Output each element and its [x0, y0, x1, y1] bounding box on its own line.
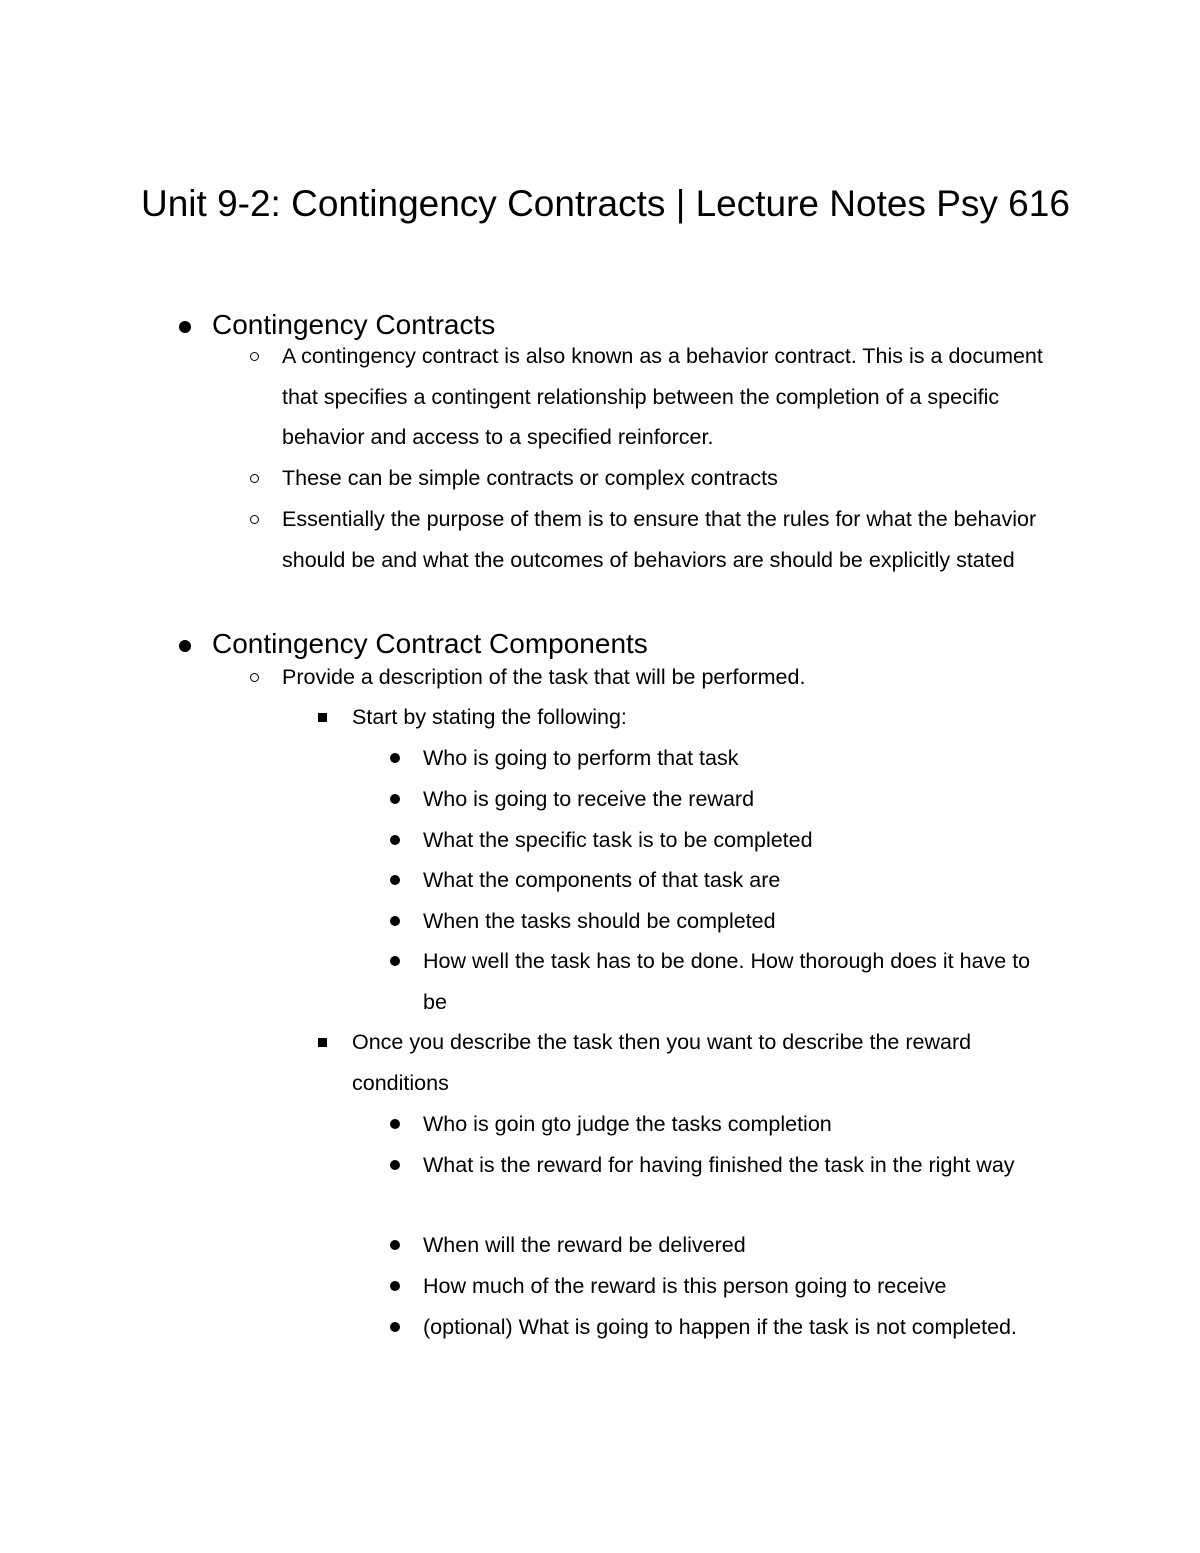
bullet-filled-icon — [179, 640, 191, 652]
point-item: How much of the reward is this person going to receive — [423, 1274, 947, 1298]
bullet-filled-icon — [390, 916, 400, 926]
bullet-hollow-icon — [250, 474, 259, 483]
bullet-filled-icon — [390, 1160, 400, 1170]
point-item: What is the reward for having finished the task in the right way — [423, 1153, 1015, 1177]
point-item: (optional) What is going to happen if the task is not completed. — [423, 1315, 1017, 1339]
bullet-hollow-icon — [250, 352, 259, 361]
bullet-hollow-icon — [250, 673, 259, 682]
point-item: Who is going to perform that task — [423, 746, 739, 770]
bullet-filled-icon — [390, 794, 400, 804]
list-item: Essentially the purpose of them is to ensure that the rules for what the behavior should be and what the outcomes of behaviors are should be explicitly stated — [282, 507, 1037, 572]
sub-list-item: Once you describe the task then you want to describe the reward conditions — [352, 1030, 972, 1095]
bullet-filled-icon — [390, 875, 400, 885]
bullet-square-icon — [318, 713, 327, 722]
list-item: These can be simple contracts or complex contracts — [282, 466, 778, 490]
sub-list-item: Start by stating the following: — [352, 705, 627, 729]
bullet-filled-icon — [390, 753, 400, 763]
page-title: Unit 9-2: Contingency Contracts | Lecture Notes Psy 616 — [141, 183, 1070, 224]
point-item: When the tasks should be completed — [423, 909, 776, 933]
point-item: Who is going to receive the reward — [423, 787, 755, 811]
bullet-filled-icon — [390, 1240, 400, 1250]
bullet-square-icon — [318, 1038, 327, 1047]
section-heading-contract-components: Contingency Contract Components — [212, 628, 648, 659]
point-item: How well the task has to be done. How thorough does it have to be — [423, 949, 1031, 1014]
bullet-filled-icon — [390, 1322, 400, 1332]
bullet-filled-icon — [179, 321, 191, 333]
point-item: What the components of that task are — [423, 868, 781, 892]
bullet-filled-icon — [390, 956, 400, 966]
bullet-filled-icon — [390, 835, 400, 845]
bullet-filled-icon — [390, 1119, 400, 1129]
list-item: Provide a description of the task that will be performed. — [282, 665, 806, 689]
point-item: What the specific task is to be completed — [423, 828, 813, 852]
list-item: A contingency contract is also known as a behavior contract. This is a document that specifies a contingent relationship between the completion of a specific behavior and access to a specified reinforcer. — [282, 344, 1043, 450]
point-item: When will the reward be delivered — [423, 1233, 746, 1257]
bullet-filled-icon — [390, 1281, 400, 1291]
section-heading-contingency-contracts: Contingency Contracts — [212, 309, 496, 340]
bullet-hollow-icon — [250, 515, 259, 524]
point-item: Who is goin gto judge the tasks completion — [423, 1112, 832, 1136]
